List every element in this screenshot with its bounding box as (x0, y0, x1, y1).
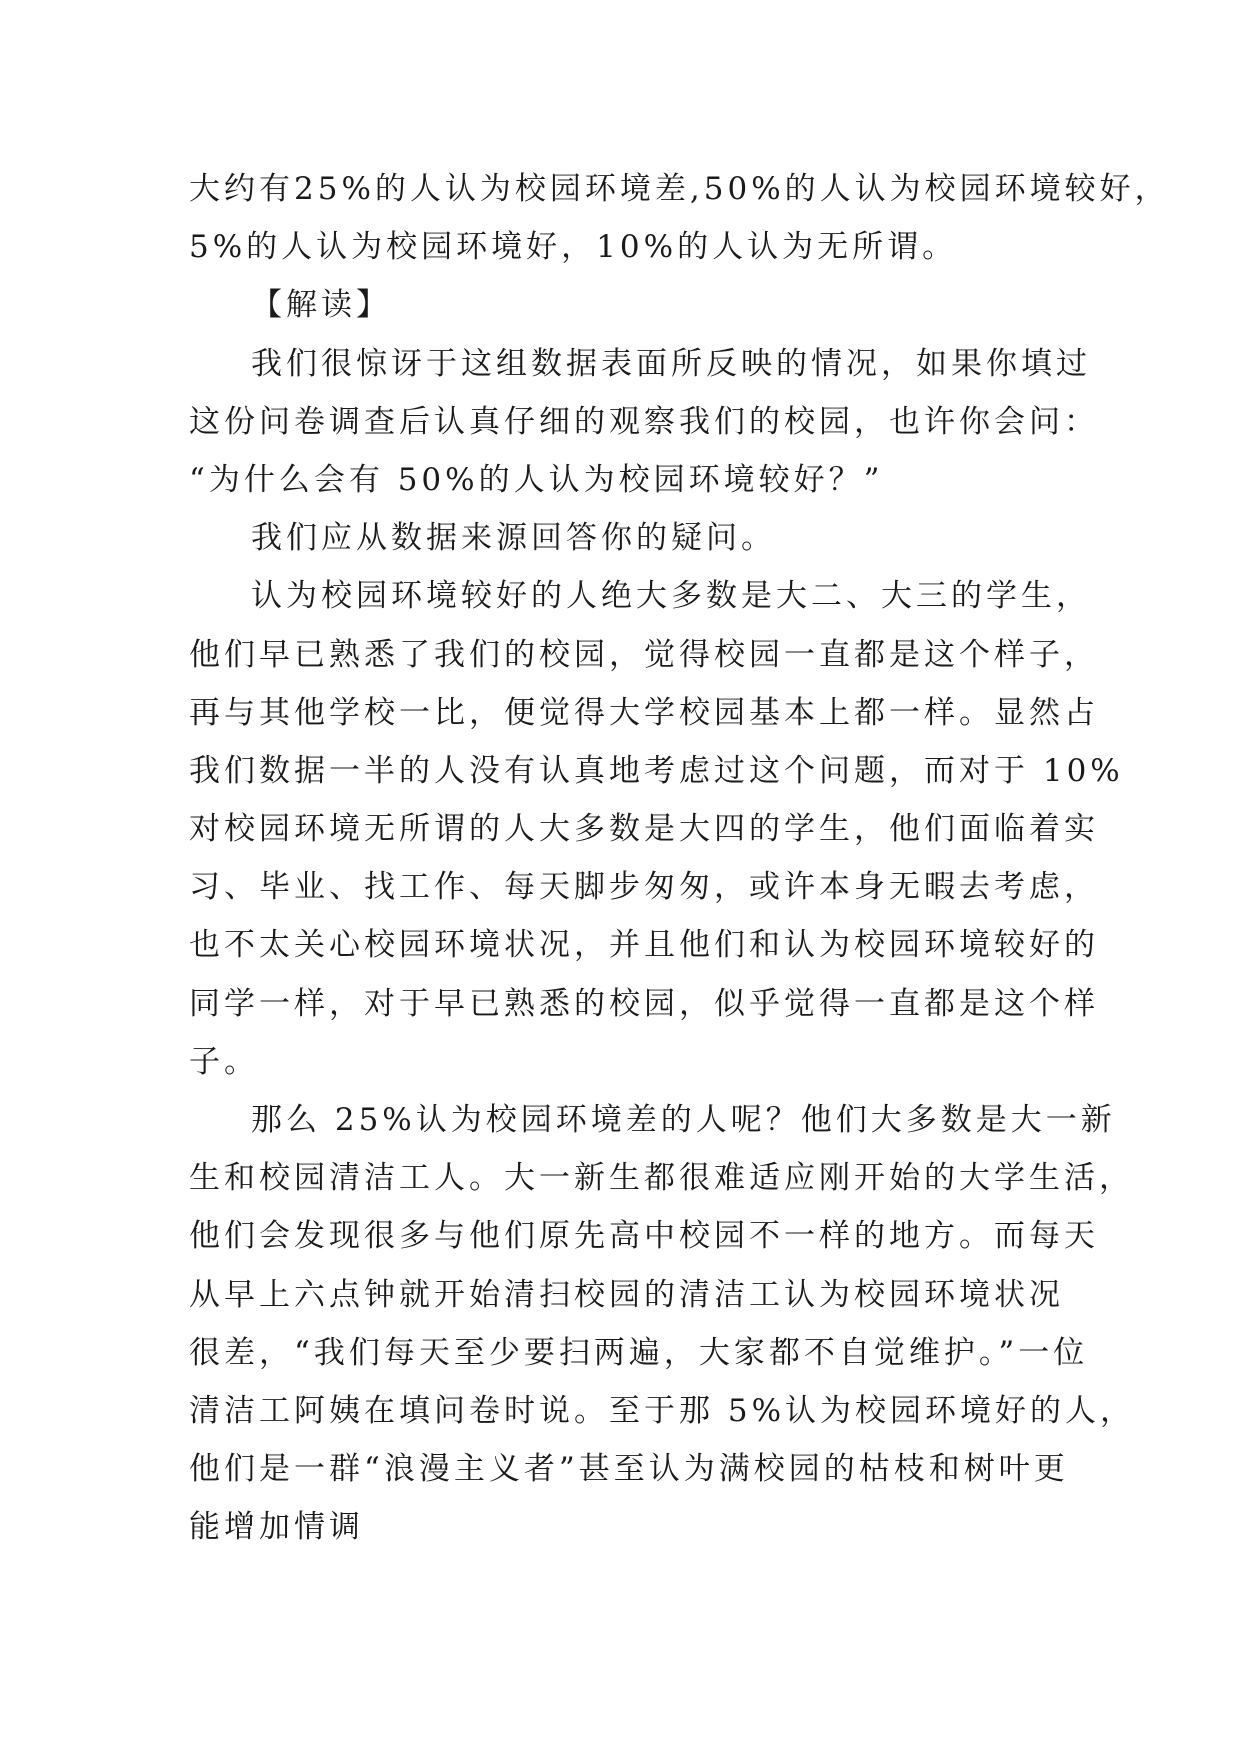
text-line: 我们数据一半的人没有认真地考虑过这个问题，而对于 10% (189, 752, 1124, 789)
text-line: 【解读】 (251, 287, 391, 324)
text-line: 也不太关心校园环境状况，并且他们和认为校园环境较好的 (189, 927, 1099, 964)
text-line: 他们会发现很多与他们原先高中校园不一样的地方。而每天 (189, 1218, 1099, 1255)
text-line: 我们很惊讶于这组数据表面所反映的情况，如果你填过 (251, 345, 1091, 382)
text-line: 我们应从数据来源回答你的疑问。 (251, 520, 776, 557)
text-line: 这份问卷调查后认真仔细的观察我们的校园，也许你会问： (189, 403, 1099, 440)
text-line: 从早上六点钟就开始清扫校园的清洁工认为校园环境状况 (189, 1276, 1064, 1313)
text-line: 大约有25%的人认为校园环境差,50%的人认为校园环境较好， (189, 171, 1170, 207)
text-line: 子。 (189, 1043, 259, 1080)
text-line: 生和校园清洁工人。大一新生都很难适应刚开始的大学生活， (189, 1160, 1134, 1197)
body-text (189, 160, 1170, 1557)
text-line: 那么 25%认为校园环境差的人呢？他们大多数是大一新 (251, 1102, 1116, 1138)
text-line: 同学一样，对于早已熟悉的校园，似乎觉得一直都是这个样 (189, 985, 1099, 1022)
text-line: 认为校园环境较好的人绝大多数是大二、大三的学生， (251, 578, 1091, 615)
text-line: 清洁工阿姨在填问卷时说。至于那 5%认为校园环境好的人， (189, 1392, 1136, 1429)
text-line: 对校园环境无所谓的人大多数是大四的学生，他们面临着实 (189, 811, 1099, 848)
text-line: 很差，“我们每天至少要扫两遍，大家都不自觉维护。”一位 (189, 1334, 1089, 1371)
text-line: 5%的人认为校园环境好，10%的人认为无所谓。 (189, 229, 958, 266)
text-line: 再与其他学校一比，便觉得大学校园基本上都一样。显然占 (189, 694, 1099, 731)
text-line: 能增加情调 (189, 1509, 364, 1546)
text-line: 他们早已熟悉了我们的校园，觉得校园一直都是这个样子， (189, 636, 1099, 673)
text-line: 习、毕业、找工作、每天脚步匆匆，或许本身无暇去考虑， (189, 869, 1099, 906)
text-line: 他们是一群“浪漫主义者”甚至认为满校园的枯枝和树叶更 (189, 1451, 1069, 1488)
text-line: “为什么会有 50%的人认为校园环境较好？” (189, 461, 884, 498)
